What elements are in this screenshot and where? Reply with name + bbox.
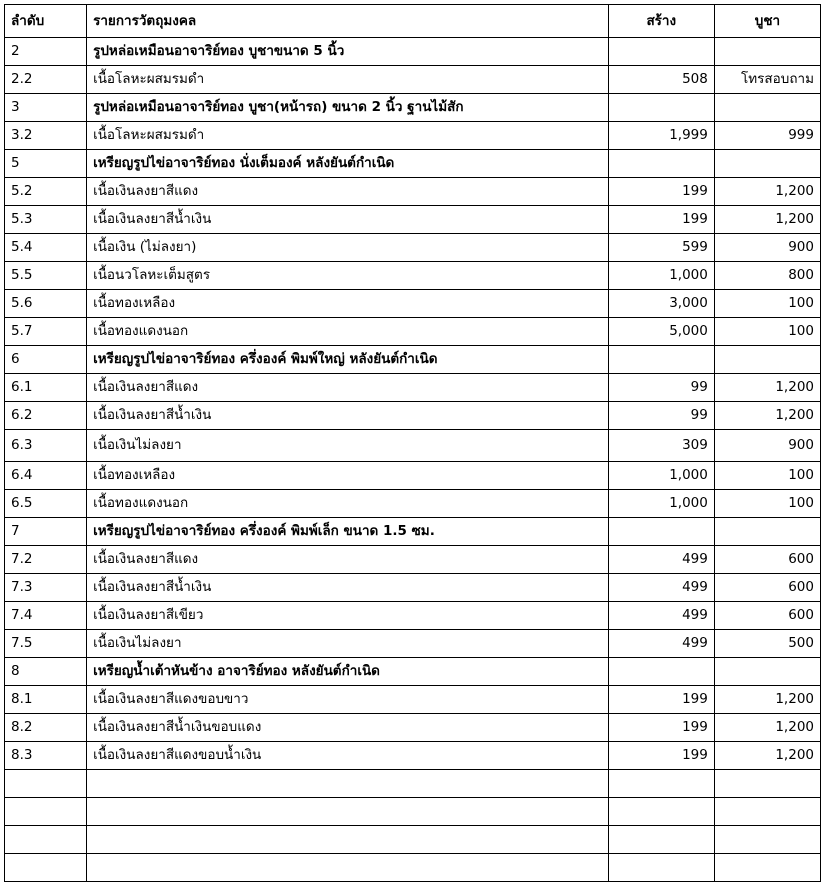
table-row: [5, 798, 821, 826]
cell-make-price: [608, 854, 714, 882]
cell-make-price: [608, 798, 714, 826]
cell-item-name: [87, 854, 609, 882]
cell-make-price: 1,000: [608, 490, 714, 518]
cell-item-no: 5.7: [5, 318, 87, 346]
cell-worship-price: 1,200: [714, 714, 820, 742]
cell-item-no: [5, 798, 87, 826]
cell-worship-price: 1,200: [714, 402, 820, 430]
cell-item-no: 8.3: [5, 742, 87, 770]
table-row: [5, 66, 821, 94]
table-row: [5, 402, 821, 430]
cell-item-no: 5.6: [5, 290, 87, 318]
cell-worship-price: [714, 854, 820, 882]
cell-item-no: 6.5: [5, 490, 87, 518]
cell-item-name: เนื้อนวโลหะเต็มสูตร: [87, 262, 609, 290]
table-row: [5, 490, 821, 518]
cell-worship-price: [714, 38, 820, 66]
cell-item-no: 2.2: [5, 66, 87, 94]
cell-item-name: เนื้อโลหะผสมรมดำ: [87, 122, 609, 150]
cell-worship-price: 100: [714, 462, 820, 490]
cell-worship-price: [714, 518, 820, 546]
cell-item-group-name: เหรียญรูปไข่อาจาริย์ทอง นั่งเต็มองค์ หลังยันต์กำเนิด: [87, 150, 609, 178]
cell-item-name: เนื้อเงินลงยาสีแดง: [87, 374, 609, 402]
cell-item-no: 5.3: [5, 206, 87, 234]
table-row: [5, 206, 821, 234]
cell-item-no: 7.2: [5, 546, 87, 574]
table-row: [5, 714, 821, 742]
cell-item-name: เนื้อเงินลงยาสีแดง: [87, 178, 609, 206]
cell-worship-price: 1,200: [714, 178, 820, 206]
cell-make-price: [608, 346, 714, 374]
cell-item-no: 3: [5, 94, 87, 122]
cell-item-no: 7: [5, 518, 87, 546]
cell-make-price: [608, 826, 714, 854]
cell-make-price: 199: [608, 686, 714, 714]
cell-item-no: 8: [5, 658, 87, 686]
cell-make-price: 99: [608, 374, 714, 402]
cell-make-price: 599: [608, 234, 714, 262]
cell-worship-price: 100: [714, 318, 820, 346]
cell-item-no: 5.5: [5, 262, 87, 290]
cell-worship-price: [714, 658, 820, 686]
cell-item-no: 6.3: [5, 430, 87, 462]
cell-item-name: [87, 798, 609, 826]
cell-item-name: เนื้อเงินลงยาสีเขียว: [87, 602, 609, 630]
table-row: [5, 38, 821, 66]
cell-item-name: เนื้อเงิน (ไม่ลงยา): [87, 234, 609, 262]
cell-make-price: 499: [608, 574, 714, 602]
column-header-no: ลำดับ: [5, 5, 87, 38]
cell-make-price: [608, 518, 714, 546]
cell-make-price: [608, 770, 714, 798]
cell-item-no: 2: [5, 38, 87, 66]
cell-item-name: เนื้อทองแดงนอก: [87, 490, 609, 518]
cell-make-price: 99: [608, 402, 714, 430]
cell-item-no: 6.4: [5, 462, 87, 490]
cell-item-no: [5, 770, 87, 798]
table-row: [5, 854, 821, 882]
table-row: [5, 686, 821, 714]
header-row: [5, 5, 821, 38]
table-row: [5, 122, 821, 150]
cell-make-price: 499: [608, 630, 714, 658]
cell-item-name: เนื้อเงินไม่ลงยา: [87, 630, 609, 658]
cell-item-no: 7.3: [5, 574, 87, 602]
cell-item-name: เนื้อเงินลงยาสีน้ำเงินขอบแดง: [87, 714, 609, 742]
cell-item-no: 3.2: [5, 122, 87, 150]
table-row: [5, 178, 821, 206]
table-row: [5, 318, 821, 346]
cell-make-price: 309: [608, 430, 714, 462]
cell-item-name: [87, 770, 609, 798]
cell-make-price: [608, 38, 714, 66]
cell-item-no: 7.5: [5, 630, 87, 658]
cell-worship-price: โทรสอบถาม: [714, 66, 820, 94]
cell-item-name: เนื้อเงินลงยาสีน้ำเงิน: [87, 402, 609, 430]
table-body: [5, 38, 821, 882]
cell-make-price: [608, 150, 714, 178]
cell-make-price: 199: [608, 206, 714, 234]
table-row: [5, 630, 821, 658]
cell-worship-price: [714, 346, 820, 374]
cell-item-no: 5: [5, 150, 87, 178]
cell-item-name: เนื้อเงินลงยาสีน้ำเงิน: [87, 574, 609, 602]
table-row: [5, 462, 821, 490]
cell-worship-price: [714, 150, 820, 178]
cell-item-name: เนื้อทองเหลือง: [87, 290, 609, 318]
cell-make-price: [608, 658, 714, 686]
cell-make-price: 3,000: [608, 290, 714, 318]
cell-item-group-name: รูปหล่อเหมือนอาจาริย์ทอง บูชา(หน้ารถ) ขนาด 2 นิ้ว ฐานไม้สัก: [87, 94, 609, 122]
cell-worship-price: [714, 826, 820, 854]
cell-item-name: เนื้อเงินลงยาสีแดง: [87, 546, 609, 574]
cell-worship-price: 1,200: [714, 374, 820, 402]
cell-worship-price: 100: [714, 490, 820, 518]
cell-item-name: เนื้อเงินลงยาสีแดงขอบขาว: [87, 686, 609, 714]
table-row: [5, 518, 821, 546]
column-header-name: รายการวัตถุมงคล: [87, 5, 609, 38]
cell-make-price: 499: [608, 546, 714, 574]
cell-item-name: เนื้อทองเหลือง: [87, 462, 609, 490]
cell-make-price: 508: [608, 66, 714, 94]
cell-item-name: เนื้อโลหะผสมรมดำ: [87, 66, 609, 94]
cell-item-no: 5.4: [5, 234, 87, 262]
cell-make-price: [608, 94, 714, 122]
cell-item-no: 7.4: [5, 602, 87, 630]
cell-item-group-name: รูปหล่อเหมือนอาจาริย์ทอง บูชาขนาด 5 นิ้ว: [87, 38, 609, 66]
table-row: [5, 574, 821, 602]
cell-item-name: [87, 826, 609, 854]
cell-item-no: 8.1: [5, 686, 87, 714]
amulet-price-table: [4, 4, 821, 882]
cell-item-group-name: เหรียญรูปไข่อาจาริย์ทอง ครึ่งองค์ พิมพ์เล็ก ขนาด 1.5 ซม.: [87, 518, 609, 546]
cell-item-name: เนื้อเงินลงยาสีแดงขอบน้ำเงิน: [87, 742, 609, 770]
table-header: [5, 5, 821, 38]
cell-worship-price: [714, 94, 820, 122]
table-row: [5, 234, 821, 262]
cell-worship-price: 600: [714, 546, 820, 574]
table-row: [5, 602, 821, 630]
table-row: [5, 290, 821, 318]
table-row: [5, 770, 821, 798]
column-header-worship: บูชา: [714, 5, 820, 38]
cell-worship-price: [714, 798, 820, 826]
cell-item-no: 6.2: [5, 402, 87, 430]
cell-item-no: 6.1: [5, 374, 87, 402]
cell-item-no: [5, 854, 87, 882]
cell-worship-price: [714, 770, 820, 798]
table-row: [5, 658, 821, 686]
table-row: [5, 546, 821, 574]
cell-make-price: 199: [608, 178, 714, 206]
cell-make-price: 1,999: [608, 122, 714, 150]
cell-worship-price: 1,200: [714, 206, 820, 234]
cell-make-price: 5,000: [608, 318, 714, 346]
table-row: [5, 94, 821, 122]
cell-item-name: เนื้อเงินลงยาสีน้ำเงิน: [87, 206, 609, 234]
cell-worship-price: 900: [714, 234, 820, 262]
cell-worship-price: 500: [714, 630, 820, 658]
cell-worship-price: 1,200: [714, 686, 820, 714]
cell-worship-price: 100: [714, 290, 820, 318]
cell-item-no: 6: [5, 346, 87, 374]
cell-worship-price: 800: [714, 262, 820, 290]
table-row: [5, 374, 821, 402]
cell-item-group-name: เหรียญน้ำเต้าหันข้าง อาจาริย์ทอง หลังยันต์กำเนิด: [87, 658, 609, 686]
column-header-make: สร้าง: [608, 5, 714, 38]
cell-worship-price: 999: [714, 122, 820, 150]
cell-worship-price: 600: [714, 574, 820, 602]
table-row: [5, 742, 821, 770]
cell-make-price: 499: [608, 602, 714, 630]
cell-worship-price: 1,200: [714, 742, 820, 770]
table-row: [5, 150, 821, 178]
table-row: [5, 826, 821, 854]
cell-item-name: เนื้อเงินไม่ลงยา: [87, 430, 609, 462]
table-row: [5, 262, 821, 290]
cell-item-no: [5, 826, 87, 854]
cell-item-no: 8.2: [5, 714, 87, 742]
table-row: [5, 346, 821, 374]
cell-worship-price: 600: [714, 602, 820, 630]
cell-make-price: 199: [608, 714, 714, 742]
cell-item-no: 5.2: [5, 178, 87, 206]
cell-worship-price: 900: [714, 430, 820, 462]
cell-make-price: 1,000: [608, 262, 714, 290]
cell-item-group-name: เหรียญรูปไข่อาจาริย์ทอง ครึ่งองค์ พิมพ์ใหญ่ หลังยันต์กำเนิด: [87, 346, 609, 374]
cell-item-name: เนื้อทองแดงนอก: [87, 318, 609, 346]
cell-make-price: 199: [608, 742, 714, 770]
cell-make-price: 1,000: [608, 462, 714, 490]
table-row: [5, 430, 821, 462]
